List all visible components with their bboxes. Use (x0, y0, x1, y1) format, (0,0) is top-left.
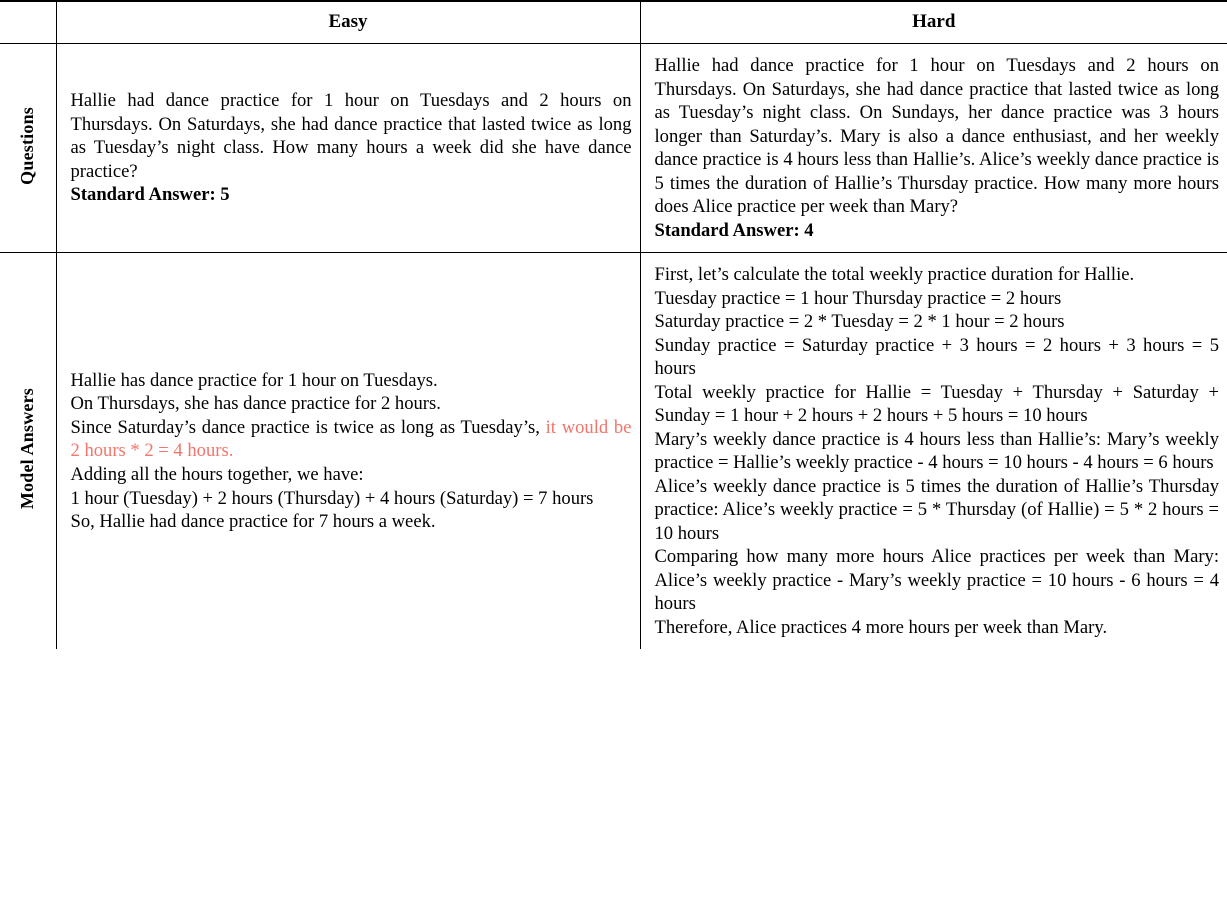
table-header (0, 1, 1227, 44)
model-answer-span: So, Hallie had dance practice for 7 hours a week. (70, 511, 436, 533)
model-answer-hard-lines (655, 263, 1220, 639)
model-answer-span: Adding all the hours together, we have: (70, 464, 364, 485)
model-answer-span: Therefore, Alice practices 4 more hours per week than Mary. (654, 616, 1108, 638)
model-answer-span: Total weekly practice for Hallie = Tuesday + Thursday + Saturday + Sunday = 1 hour + 2 hours + 2 hours + 5 hours = 10 hours (654, 381, 1219, 427)
model-answer-line (655, 334, 1220, 381)
model-answer-error-span: it would be 2 hours * 2 = 4 hours. (70, 416, 632, 462)
model-answer-span: Tuesday practice = 1 hour Thursday practice = 2 hours (654, 287, 1062, 309)
model-answer-span: First, let’s calculate the total weekly practice duration for Hallie. (654, 264, 1135, 286)
model-answer-span: Saturday practice = 2 * Tuesday = 2 * 1 hour = 2 hours (654, 311, 1065, 333)
question-easy-standard-answer: Standard Answer: 5 (70, 184, 230, 206)
model-answer-easy-lines (71, 369, 632, 534)
model-answer-line (71, 487, 632, 511)
model-answer-line (655, 616, 1220, 640)
question-hard-standard-answer: Standard Answer: 4 (654, 219, 814, 241)
model-answer-line (655, 381, 1220, 428)
model-answer-span: Comparing how many more hours Alice practices per week than Mary: Alice’s weekly practice - Mary’s weekly practice = 10 hours - 6 hours = 4 hours (654, 546, 1219, 615)
model-answer-line (655, 475, 1220, 546)
model-answer-line (655, 545, 1220, 616)
model-answer-line (655, 310, 1220, 334)
table-body (0, 44, 1227, 649)
cell-model-answer-hard (640, 253, 1227, 649)
model-answer-span: Alice’s weekly dance practice is 5 times the duration of Hallie’s Thursday practice: Alice’s weekly practice = 5 * Thursday (of Hallie) = 5 * 2 hours = 10 hours (654, 475, 1219, 544)
row-label-questions-cell (0, 44, 56, 253)
model-answer-line (71, 392, 632, 416)
model-answer-line (655, 428, 1220, 475)
cell-questions-easy (56, 44, 640, 253)
header-row (0, 2, 1227, 44)
model-answer-line (655, 287, 1220, 311)
question-easy-text: Hallie had dance practice for 1 hour on Tuesdays and 2 hours on Thursdays. On Saturdays, she had dance practice that lasted twice as long as Tuesday’s night class. How many hours a week did she have dance practice? (70, 90, 632, 182)
model-answer-span: Sunday practice = Saturday practice + 3 hours = 2 hours + 3 hours = 5 hours (654, 334, 1219, 380)
header-cell-corner (0, 2, 56, 44)
model-answer-span: On Thursdays, she has dance practice for 2 hours. (70, 393, 441, 415)
row-label-model-answers-cell (0, 253, 56, 649)
model-answer-span: Mary’s weekly dance practice is 4 hours less than Hallie’s: Mary’s weekly practice = Hallie’s weekly practice - 4 hours = 10 hours - 4 hours = 6 hours (654, 428, 1219, 474)
model-answer-line (71, 510, 632, 534)
model-answer-line (71, 416, 632, 463)
header-cell-easy: Easy (56, 2, 640, 44)
table-row-questions (0, 44, 1227, 253)
question-hard-text: Hallie had dance practice for 1 hour on Tuesdays and 2 hours on Thursdays. On Saturdays, she had dance practice that lasted twice as long as Tuesday’s night class. On Sundays, her dance practice was 3 hours longer than Saturday’s. Mary is also a dance enthusiast, and her weekly dance practice is 4 hours less than Hallie’s. Alice’s weekly dance practice is 5 times the duration of Hallie’s Thursday practice. How many more hours does Alice practice per week than Mary? (654, 55, 1219, 218)
row-label-questions: Questions (17, 106, 38, 185)
cell-questions-hard (640, 44, 1227, 253)
header-cell-hard: Hard (640, 2, 1227, 44)
model-answer-line (655, 263, 1220, 287)
table-row-model-answers (0, 253, 1227, 649)
model-answer-span: Hallie has dance practice for 1 hour on Tuesdays. (70, 369, 438, 391)
model-answer-line (71, 369, 632, 393)
model-answer-line (71, 463, 632, 487)
model-answer-span: 1 hour (Tuesday) + 2 hours (Thursday) + 4 hours (Saturday) = 7 hours (70, 487, 594, 509)
model-answer-span: Since Saturday’s dance practice is twice as long as Tuesday’s, (70, 416, 546, 438)
cell-model-answer-easy (56, 253, 640, 649)
row-label-model-answers: Model Answers (17, 388, 38, 510)
